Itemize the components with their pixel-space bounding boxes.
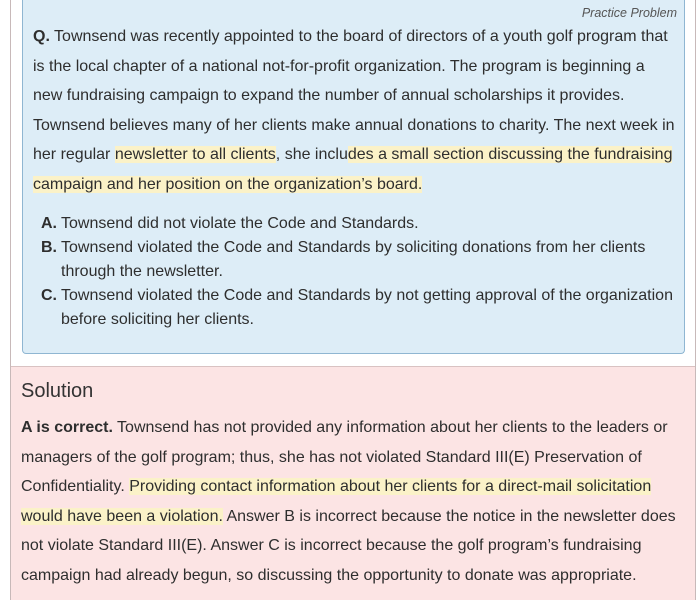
solution-heading: Solution — [21, 380, 94, 402]
answer-options — [41, 212, 681, 332]
question-highlight-1: newsletter to all clients — [114, 146, 276, 163]
question-label: Q. — [33, 28, 50, 45]
question-part-2: , she inclu — [275, 146, 348, 163]
option-c — [41, 284, 681, 332]
question-part-1: Townsend was recently appointed to the board of directors of a youth golf program that is the local chapter of a national not-for-profit organization. The program is beginning a new fundraising campaign to expand the number of annual scholarships it provides. Townsend believes many of her clients make annual donations to charity. The next week in her regular — [33, 28, 675, 163]
option-letter: A. — [41, 215, 57, 232]
option-letter: B. — [41, 239, 57, 256]
option-text: Townsend did not violate the Code and Standards. — [61, 215, 419, 232]
option-a — [41, 212, 681, 236]
solution-highlight: Providing contact information about her clients for a direct-mail solicitation would have been a violation. — [21, 478, 652, 525]
question-highlight-2: des a small section discussing the fundraising campaign and her position on the organization’s board. — [33, 146, 673, 193]
option-text: Townsend violated the Code and Standards by soliciting donations from her clients through the newsletter. — [61, 239, 646, 280]
option-b — [41, 236, 681, 284]
option-text: Townsend violated the Code and Standards by not getting approval of the organization before soliciting her clients. — [61, 287, 673, 328]
practice-problem-box — [22, 0, 685, 354]
solution-answer-lead: A is correct. — [21, 419, 113, 436]
solution-box — [11, 366, 695, 600]
solution-text — [21, 413, 681, 590]
question-text — [33, 22, 678, 199]
solution-part-2: Answer B is incorrect because the notice in the newsletter does not violate Standard III(E). Answer C is incorrect because the golf program’s fundraising campaign had already begun, so discussing the opportunity to donate was appropriate. — [21, 507, 676, 584]
option-letter: C. — [41, 287, 57, 304]
solution-part-1: Townsend has not provided any information about her clients to the leaders or managers of the golf program; thus, she has not violated Standard III(E) Preservation of Confidentiality. — [21, 419, 668, 495]
practice-problem-tag: Practice Problem — [581, 6, 677, 20]
